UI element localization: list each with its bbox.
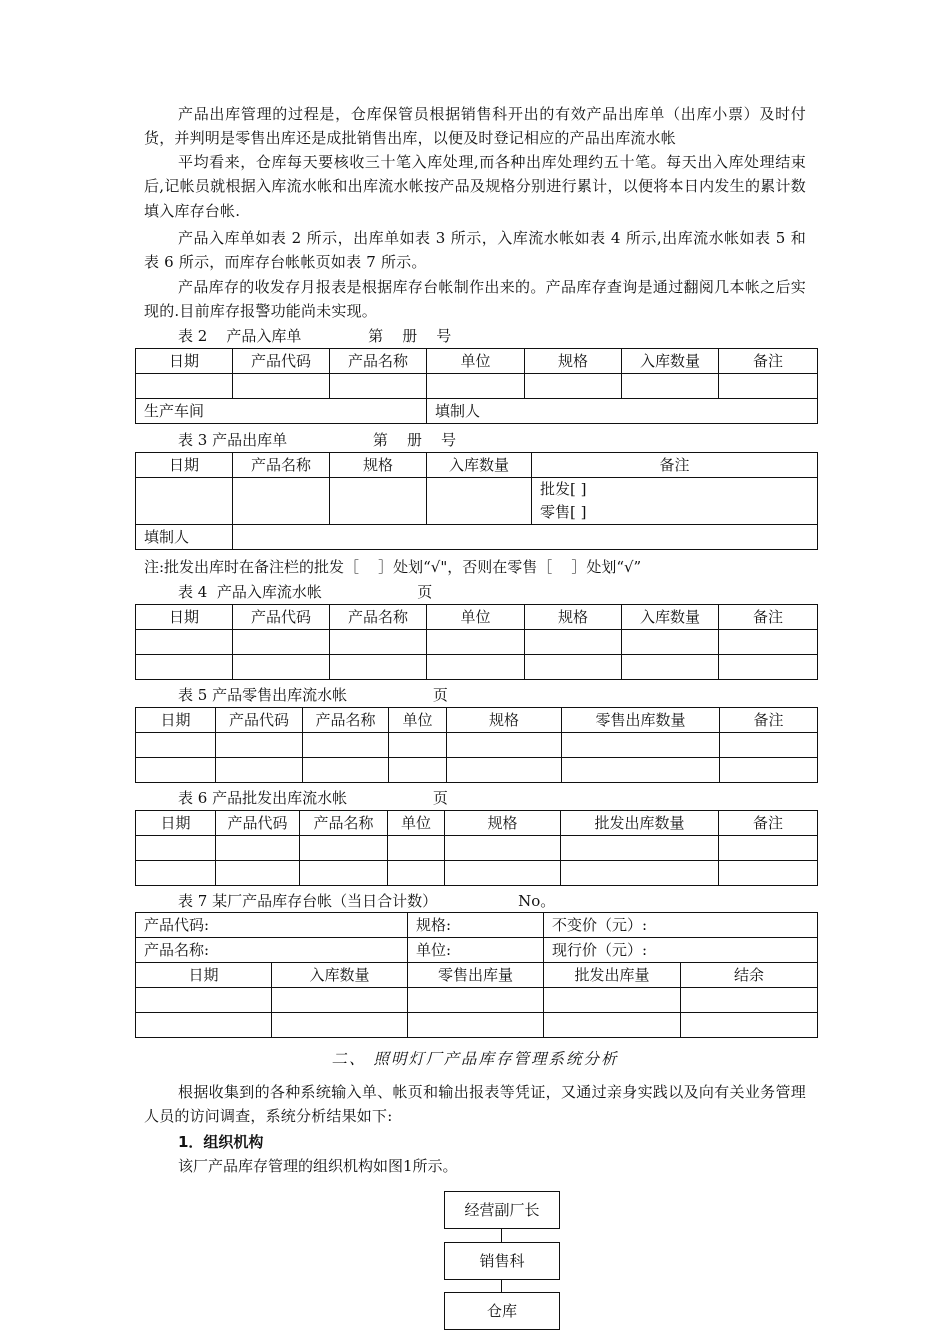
- table4-header: 日期: [136, 605, 233, 630]
- table2-filler-label: 填制人: [427, 399, 818, 424]
- table5-header: 单位: [389, 708, 447, 733]
- table3-body-row: [136, 478, 818, 525]
- table3-note: 注:批发出库时在备注栏的批发［ ］处划“√"，否则在零售［ ］处划“√”: [144, 558, 642, 576]
- subheading-organization: 1．组织机构: [178, 1133, 264, 1151]
- table6-header: 日期: [136, 811, 216, 836]
- table3-header: 日期: [136, 453, 233, 478]
- table2-caption: 表 2 产品入库单 第 册 号: [178, 327, 452, 345]
- org-node-sales-dept: 销售科: [444, 1242, 560, 1280]
- unit-label: 单位:: [408, 938, 544, 963]
- table5-header: 规格: [447, 708, 562, 733]
- current-price-label: 现行价（元）:: [544, 938, 818, 963]
- org-node-warehouse: 仓库: [444, 1292, 560, 1330]
- table4-header: 规格: [525, 605, 622, 630]
- org-chart-intro: 该厂产品库存管理的组织机构如图1所示。: [178, 1157, 458, 1175]
- table7-caption: 表 7 某厂产品库存台帐（当日合计数） No。: [178, 892, 556, 910]
- table2-header: 单位: [427, 349, 525, 374]
- table2-header: 日期: [136, 349, 233, 374]
- table7-header: 结余: [681, 963, 818, 988]
- spec-label: 规格:: [408, 913, 544, 938]
- table-row: [136, 861, 818, 886]
- table4-caption: 表 4 产品入库流水帐 页: [178, 583, 433, 601]
- table5-retail-outbound-ledger: [135, 707, 818, 783]
- org-connector: [501, 1280, 502, 1292]
- table6-header: 批发出库数量: [561, 811, 719, 836]
- table7-header: 日期: [136, 963, 272, 988]
- table4-header: 入库数量: [622, 605, 719, 630]
- table4-header: 单位: [427, 605, 525, 630]
- section-heading: 二、 照明灯厂产品库存管理系统分析: [331, 1050, 619, 1068]
- table6-wholesale-outbound-ledger: [135, 810, 818, 886]
- wholesale-checkbox-label: 批发[ ]: [540, 480, 587, 498]
- paragraph-monthly-report: 产品库存的收发存月报表是根据库存台帐制作出来的。产品库存查询是通过翻阅几本帐之后实现的.目前库存报警功能尚未实现。: [144, 278, 806, 321]
- org-node-deputy-director: 经营副厂长: [444, 1191, 560, 1229]
- table2-header: 产品名称: [330, 349, 427, 374]
- table7-info-row: [136, 913, 818, 938]
- table2-header: 入库数量: [622, 349, 719, 374]
- table6-header: 产品代码: [216, 811, 300, 836]
- table-row: [136, 1013, 818, 1038]
- table3-product-outbound-form: [135, 452, 818, 550]
- table6-header-row: [136, 811, 818, 836]
- table3-footer-row: [136, 525, 818, 550]
- table5-header: 日期: [136, 708, 216, 733]
- table4-header: 产品代码: [233, 605, 330, 630]
- section-paragraph: 根据收集到的各种系统输入单、帐页和输出报表等凭证，又通过亲身实践以及向有关业务管理人员的访问调查，系统分析结果如下:: [144, 1083, 806, 1126]
- table5-caption: 表 5 产品零售出库流水帐 页: [178, 686, 448, 704]
- table2-footer-row: [136, 399, 818, 424]
- table5-header: 产品代码: [216, 708, 303, 733]
- table2-header-row: [136, 349, 818, 374]
- table3-remark-cell: [532, 478, 818, 525]
- fixed-price-label: 不变价（元）:: [544, 913, 818, 938]
- table6-header: 产品名称: [300, 811, 388, 836]
- table4-header-row: [136, 605, 818, 630]
- table5-header: 备注: [720, 708, 818, 733]
- table3-header-row: [136, 453, 818, 478]
- product-code-label: 产品代码:: [136, 913, 408, 938]
- paragraph-table-refs: 产品入库单如表 2 所示，出库单如表 3 所示，入库流水帐如表 4 所示,出库流水帐如表 5 和表 6 所示，而库存台帐帐页如表 7 所示。: [144, 229, 806, 272]
- table2-empty-row: [136, 374, 818, 399]
- retail-checkbox-label: 零售[ ]: [540, 503, 587, 521]
- table6-caption: 表 6 产品批发出库流水帐 页: [178, 789, 448, 807]
- table3-filler-label: 填制人: [136, 525, 233, 550]
- table3-header: 产品名称: [233, 453, 330, 478]
- paragraph-daily-volume: 平均看来，仓库每天要核收三十笔入库处理,而各种出库处理约五十笔。每天出入库处理结束后,记帐员就根据入库流水帐和出库流水帐按产品及规格分别进行累计，以便将本日内发生的累计数填入库存台帐.: [144, 153, 806, 220]
- table7-info-row: [136, 938, 818, 963]
- table2-header: 规格: [525, 349, 622, 374]
- table-row: [136, 733, 818, 758]
- table6-header: 规格: [445, 811, 561, 836]
- org-connector: [501, 1229, 502, 1242]
- table7-header-row: [136, 963, 818, 988]
- table-row: [136, 836, 818, 861]
- table4-header: 产品名称: [330, 605, 427, 630]
- table7-inventory-ledger: [135, 912, 818, 1038]
- table2-header: 产品代码: [233, 349, 330, 374]
- table-row: [136, 630, 818, 655]
- table5-header: 产品名称: [303, 708, 389, 733]
- table2-header: 备注: [719, 349, 818, 374]
- table5-header: 零售出库数量: [562, 708, 720, 733]
- table3-caption: 表 3 产品出库单 第 册 号: [178, 431, 457, 449]
- table4-header: 备注: [719, 605, 818, 630]
- table2-workshop-label: 生产车间: [136, 399, 427, 424]
- table7-header: 零售出库量: [408, 963, 544, 988]
- table-row: [136, 758, 818, 783]
- table6-header: 备注: [719, 811, 818, 836]
- table3-header: 备注: [532, 453, 818, 478]
- table3-header: 入库数量: [427, 453, 532, 478]
- table3-header: 规格: [330, 453, 427, 478]
- table2-product-inbound-form: [135, 348, 818, 424]
- table-row: [136, 655, 818, 680]
- product-name-label: 产品名称:: [136, 938, 408, 963]
- table7-header: 入库数量: [272, 963, 408, 988]
- table4-inbound-ledger: [135, 604, 818, 680]
- paragraph-outbound-process: 产品出库管理的过程是，仓库保管员根据销售科开出的有效产品出库单（出库小票）及时付货，并判明是零售出库还是成批销售出库，以便及时登记相应的产品出库流水帐: [144, 105, 806, 148]
- table5-header-row: [136, 708, 818, 733]
- table7-header: 批发出库量: [544, 963, 681, 988]
- table6-header: 单位: [388, 811, 445, 836]
- table-row: [136, 988, 818, 1013]
